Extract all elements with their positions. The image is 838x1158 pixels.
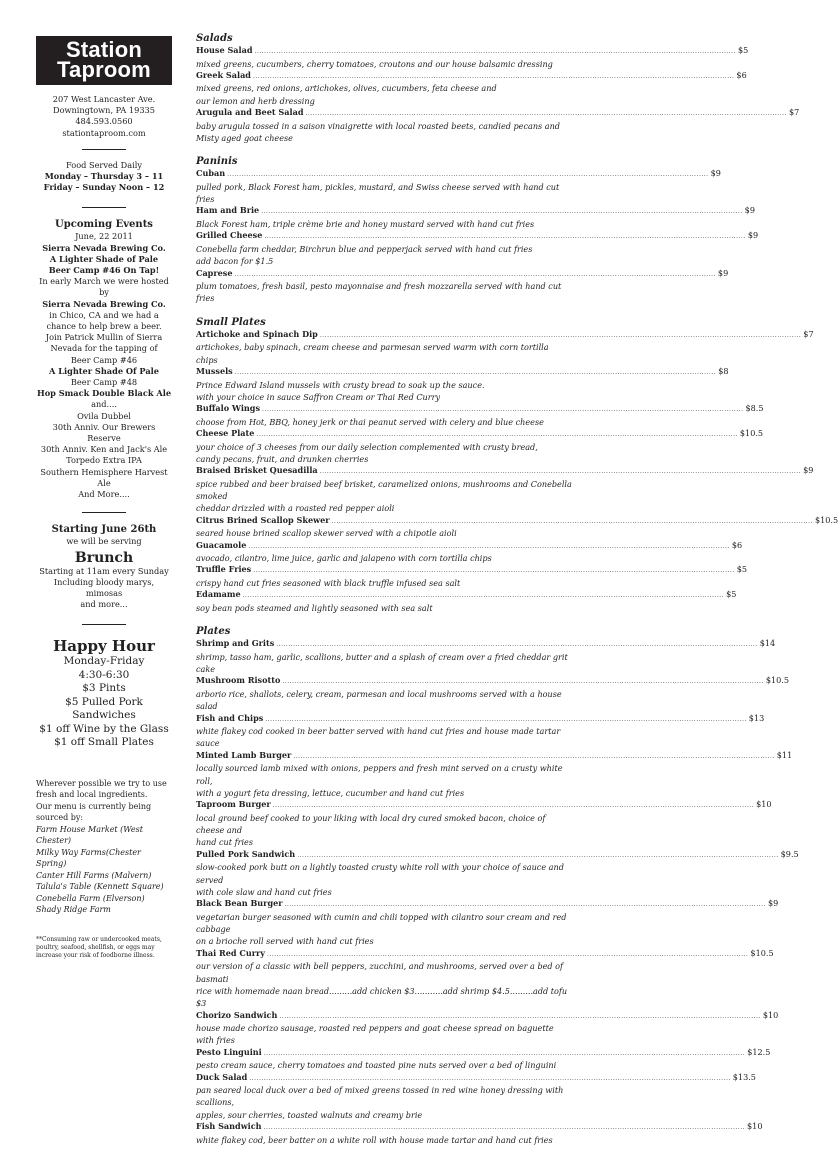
divider	[82, 149, 126, 150]
menu-main	[196, 33, 838, 1158]
item-price: $12.5	[747, 1046, 771, 1057]
item-price: $9	[803, 465, 814, 476]
dot-leader: ........................................................................................................................................................................................................	[234, 368, 717, 376]
brunch-intro: Starting June 26th	[51, 524, 157, 536]
item-name: Thai Red Curry	[196, 947, 265, 958]
event-line: Beer Camp #46	[70, 354, 138, 365]
farm-name: Milky Way Farms(Chester Spring)	[36, 847, 141, 869]
item-name: House Salad	[196, 45, 253, 55]
event-line: In early March we were hosted by	[39, 276, 169, 298]
item-description: Misty aged goat cheese	[196, 132, 293, 143]
farm-name: Conebella Farm (Elverson)	[36, 893, 145, 903]
event-line: Beer Camp #46 On Tap!	[48, 265, 160, 276]
happy-hour-line: $3 Pints	[82, 682, 126, 695]
footnote: **Consuming raw or undercooked meats, poultry, seafood, shellfish, or eggs may increase your risk of foodborne illness.	[36, 935, 162, 959]
dot-leader: ........................................................................................................................................................................................................	[319, 331, 802, 339]
dot-leader: ........................................................................................................................................................................................................	[249, 1074, 731, 1082]
item-name: Taproom Burger	[196, 799, 271, 810]
event-line: Southern Hemisphere Harvest Ale	[40, 466, 168, 488]
phone: 484.593.0560	[75, 116, 133, 127]
item-description: spice rubbed and beer braised beef brisket, caramelized onions, mushrooms and Conebella smoked	[196, 478, 572, 502]
happy-hour-line: 4:30-6:30	[78, 668, 130, 681]
item-price: $5	[737, 45, 749, 55]
item-price: $5	[726, 589, 737, 600]
brunch-line: and more...	[80, 599, 128, 610]
item-description: with cole slaw and hand cut fries	[196, 886, 332, 897]
dot-leader: ........................................................................................................................................................................................................	[263, 1049, 746, 1057]
item-description: artichokes, baby spinach, cream cheese and parmesan served warm with corn tortilla chips	[196, 342, 549, 365]
item-name: Citrus Brined Scallop Skewer	[196, 514, 330, 525]
menu-item	[196, 712, 765, 726]
item-price: $10	[756, 799, 772, 810]
menu-section	[196, 626, 799, 1146]
dot-leader: ........................................................................................................................................................................................................	[266, 950, 749, 958]
dot-leader: ........................................................................................................................................................................................................	[331, 517, 813, 525]
item-description: avocado, cilantro, lime juice, garlic and jalapeno with corn tortilla chips	[196, 553, 492, 564]
item-price: $9	[747, 230, 759, 241]
menu-item	[196, 947, 774, 961]
event-line: Beer Camp #48	[70, 377, 138, 388]
city: Downingtown, PA 19335	[53, 105, 155, 116]
item-name: Buffalo Wings	[196, 403, 261, 414]
sourcing-line: Our menu is currently being	[36, 801, 152, 811]
item-description: cheddar drizzled with a roasted red pepper aioli	[196, 503, 395, 514]
menu-item	[196, 403, 764, 416]
dot-leader: ........................................................................................................................................................................................................	[272, 802, 755, 810]
item-name: Cheese Plate	[196, 427, 255, 438]
farm-name: Farm House Market (West Chester)	[36, 824, 143, 846]
menu-item	[196, 1046, 771, 1060]
item-description: your choice of 3 cheeses from our daily selection complemented with crusty bread,	[196, 441, 538, 452]
section-title: Salads	[196, 33, 233, 44]
item-price: $9	[710, 168, 721, 179]
happy-hour-line: $1 off Wine by the Glass	[39, 722, 169, 735]
address: 207 West Lancaster Ave.	[52, 94, 156, 104]
menu-item	[196, 638, 776, 651]
item-description: our lemon and herb dressing	[196, 95, 315, 106]
menu-item	[196, 589, 737, 602]
item-description: arborio rice, shallots, celery, cream, parmesan and local mushrooms served with a house salad	[196, 689, 562, 712]
event-line: 30th Anniv. Our Brewers Reserve	[52, 421, 156, 444]
item-name: Artichoke and Spinach Dip	[196, 328, 318, 339]
item-name: Arugula and Beet Salad	[196, 107, 304, 118]
item-name: Fish Sandwich	[196, 1121, 262, 1132]
sidebar	[36, 36, 172, 960]
event-line: Sierra Nevada Brewing Co.	[42, 298, 166, 309]
item-name: Grilled Cheese	[196, 230, 263, 241]
item-price: $10.5	[814, 514, 838, 525]
event-line: Hop Smack Double Black Ale	[36, 388, 172, 399]
event-line: Ovila Dubbel	[77, 410, 131, 421]
menu-item	[196, 205, 755, 218]
item-price: $9	[717, 267, 729, 278]
item-description: apples, sour cherries, toasted walnuts and creamy brie	[196, 1109, 423, 1120]
dot-leader: ........................................................................................................................................................................................................	[319, 468, 802, 476]
dot-leader: ........................................................................................................................................................................................................	[305, 110, 787, 118]
happy-hour-line: $5 Pulled Pork Sandwiches	[65, 695, 143, 722]
event-line: And More....	[78, 489, 130, 500]
sourcing-lines	[36, 778, 172, 824]
event-line: Torpedo Extra IPA	[66, 455, 142, 466]
menu-item	[196, 514, 838, 528]
event-line: Sierra Nevada Brewing Co.	[42, 242, 166, 253]
hours-title: Food Served Daily	[66, 159, 142, 170]
dot-leader: ........................................................................................................................................................................................................	[252, 72, 735, 80]
menu-section	[196, 156, 759, 304]
event-line: Nevada for the tapping of	[50, 343, 158, 354]
item-description: vegetarian burger seasoned with cumin and chili topped with cilantro sour cream and red cabbage	[196, 911, 567, 935]
item-name: Greek Salad	[196, 69, 251, 80]
menu-item	[196, 1009, 779, 1023]
logo	[36, 36, 172, 85]
item-name: Mushroom Risotto	[196, 675, 281, 686]
brunch-sub: we will be serving	[66, 536, 142, 547]
item-description: our version of a classic with bell peppers, zucchini, and mushrooms, served over a bed of basmati	[196, 961, 564, 984]
dot-leader: ........................................................................................................................................................................................................	[282, 678, 764, 686]
item-name: Shrimp and Grits	[196, 638, 275, 649]
menu-item	[196, 45, 749, 58]
menu-item	[196, 848, 799, 862]
item-price: $6	[731, 539, 743, 550]
menu-item	[196, 1071, 756, 1085]
item-description: seared house brined scallop skewer served with a chipotle aioli	[196, 528, 457, 539]
item-description: with a yogurt feta dressing, lettuce, cucumber and hand cut fries	[196, 787, 465, 798]
hours	[36, 160, 172, 194]
item-description: white flakey cod, beer batter on a white roll with house made tartar and hand cut fries	[196, 1134, 553, 1145]
menu-item	[196, 799, 772, 812]
logo-line-1: Station	[66, 37, 142, 62]
item-price: $9	[744, 205, 755, 216]
event-line: A Lighter Shade Of Pale	[49, 365, 159, 376]
item-description: rice with homemade naan bread.........add chicken $3...........add shrimp $4.5.........add tofu $3	[196, 985, 568, 1009]
item-price: $14	[759, 638, 776, 649]
item-name: Fish and Chips	[196, 712, 264, 723]
item-name: Braised Brisket Quesadilla	[196, 465, 318, 476]
dot-leader: ........................................................................................................................................................................................................	[263, 1124, 746, 1132]
item-description: soy bean pods steamed and lightly seasoned with sea salt	[196, 602, 433, 613]
happy-hour-list	[36, 655, 172, 750]
item-price: $7	[788, 107, 800, 118]
dot-leader: ........................................................................................................................................................................................................	[293, 752, 775, 760]
farm-list	[36, 824, 172, 916]
menu-item	[196, 328, 814, 342]
item-name: Ham and Brie	[196, 205, 260, 216]
dot-leader: ........................................................................................................................................................................................................	[254, 48, 736, 55]
item-name: Caprese	[196, 267, 233, 278]
dot-leader: ........................................................................................................................................................................................................	[261, 208, 743, 216]
item-description: with your choice in sauce Saffron Cream or Thai Red Curry	[196, 391, 441, 402]
menu-item	[196, 427, 764, 441]
menu-item	[196, 1121, 763, 1134]
menu-item	[196, 69, 747, 83]
item-price: $10	[762, 1009, 779, 1020]
item-price: $9.5	[780, 848, 799, 859]
item-price: $10	[747, 1121, 763, 1132]
menu-item	[196, 107, 800, 120]
menu-section	[196, 33, 800, 144]
menu-section	[196, 316, 838, 615]
menu-item	[196, 749, 793, 763]
item-description: pesto cream sauce, cherry tomatoes and toasted pine nuts served over a bed of linguini	[196, 1060, 557, 1071]
sourcing-line: Wherever possible we try to use	[36, 778, 167, 788]
menu-item	[196, 230, 759, 243]
dot-leader: ........................................................................................................................................................................................................	[264, 233, 746, 241]
item-price: $5	[736, 564, 748, 575]
item-price: $10.5	[750, 947, 774, 958]
section-title: Plates	[196, 626, 231, 638]
happy-hour-title: Happy Hour	[53, 637, 155, 656]
item-description: pulled pork, Black Forest ham, pickles, mustard, and Swiss cheese served with hand cut fries	[196, 181, 560, 205]
item-name: Guacamole	[196, 539, 247, 550]
divider	[82, 207, 126, 208]
item-price: $13	[748, 712, 765, 723]
item-name: Edamame	[196, 589, 241, 600]
item-description: Conebella farm cheddar, Birchrun blue and pepperjack served with hand cut fries	[196, 243, 533, 254]
event-line: chance to help brew a beer.	[46, 321, 162, 332]
item-name: Truffle Fries	[196, 564, 252, 575]
events-title: Upcoming Events	[55, 219, 153, 231]
dot-leader: ........................................................................................................................................................................................................	[242, 592, 725, 600]
item-price: $6	[736, 69, 747, 80]
item-description: Black Forest ham, triple crème brie and honey mustard served with hand cut fries	[196, 219, 535, 230]
item-name: Duck Salad	[196, 1071, 248, 1082]
brunch-line: Including bloody marys, mimosas	[53, 576, 155, 598]
dot-leader: ........................................................................................................................................................................................................	[256, 430, 738, 438]
item-price: $10.5	[739, 427, 764, 438]
item-description: choose from Hot, BBQ, honey jerk or thai peanut served with celery and blue cheese	[196, 416, 544, 427]
item-name: Pulled Pork Sandwich	[196, 848, 296, 859]
logo-line-2: Taproom	[57, 57, 151, 82]
item-description: add bacon for $1.5	[196, 256, 274, 267]
event-line: and....	[91, 399, 117, 410]
menu-item	[196, 675, 789, 688]
dot-leader: ........................................................................................................................................................................................................	[265, 715, 747, 723]
item-description: Prince Edward Island mussels with crusty bread to soak up the sauce.	[196, 379, 485, 390]
brunch-title: Brunch	[74, 549, 134, 566]
item-name: Cuban	[196, 168, 226, 179]
item-description: house made chorizo sausage, roasted red peppers and goat cheese spread on baguette with fries	[196, 1023, 554, 1046]
dot-leader: ........................................................................................................................................................................................................	[253, 567, 735, 575]
menu-item	[196, 465, 814, 478]
item-name: Minted Lamb Burger	[196, 749, 292, 760]
dot-leader: ........................................................................................................................................................................................................	[276, 641, 758, 649]
dot-leader: ........................................................................................................................................................................................................	[234, 270, 716, 278]
happy-hour-line: Monday-Friday	[63, 655, 145, 668]
item-price: $11	[776, 749, 793, 760]
events-list	[36, 231, 172, 500]
item-description: baby arugula tossed in a saison vinaigrette with local roasted beets, candied pecans and	[196, 120, 560, 131]
hours-weekday: Monday – Thursday 3 – 11	[44, 171, 164, 182]
section-title: Small Plates	[196, 316, 266, 328]
item-description: shrimp, tasso ham, garlic, scallions, butter and a splash of cream over a fried cheddar grit cake	[196, 651, 568, 675]
sourcing-line: sourced by:	[36, 813, 84, 823]
farm-name: Shady Ridge Farm	[36, 905, 111, 915]
item-price: $10.5	[765, 675, 789, 686]
item-description: candy pecans, fruit, and drunken cherries	[196, 453, 369, 464]
item-description: mixed greens, cucumbers, cherry tomatoes, croutons and our house balsamic dressing	[196, 58, 553, 69]
item-name: Pesto Linguini	[196, 1046, 262, 1057]
farm-name: Canter Hill Farms (Malvern)	[36, 870, 152, 880]
item-price: $7	[803, 328, 814, 339]
contact-info	[36, 94, 172, 139]
item-description: hand cut fries	[196, 837, 253, 848]
event-line: 30th Anniv. Ken and Jack's Ale	[40, 444, 168, 455]
events	[36, 218, 172, 500]
item-description: slow-cooked pork butt on a lightly toasted crusty white roll with your choice of sauce and served	[196, 862, 564, 885]
sourcing-note	[36, 778, 172, 916]
sourcing-line: fresh and local ingredients.	[36, 790, 148, 800]
hours-weekend: Friday – Sunday Noon – 12	[43, 182, 165, 193]
item-price: $8	[718, 365, 729, 376]
item-description: white flakey cod cooked in beer batter served with hand cut fries and house made tartar sauce	[196, 726, 561, 749]
menu-item	[196, 539, 743, 553]
dot-leader: ........................................................................................................................................................................................................	[297, 851, 779, 859]
dot-leader: ........................................................................................................................................................................................................	[248, 542, 730, 550]
event-line: A Lighter Shade of Pale	[49, 253, 159, 264]
event-line: June, 22 2011	[75, 231, 133, 242]
item-description: crispy hand cut fries seasoned with black truffle infused sea salt	[196, 578, 461, 589]
event-line: in Chico, CA and we had a	[49, 309, 159, 320]
brunch-line: Starting at 11am every Sunday	[39, 565, 169, 576]
item-price: $9	[767, 898, 779, 909]
happy-hour-line: $1 off Small Plates	[54, 736, 154, 749]
item-price: $8.5	[745, 403, 764, 414]
item-description: pan seared local duck over a bed of mixed greens tossed in red wine honey dressing with scallions,	[196, 1085, 564, 1108]
dot-leader: ........................................................................................................................................................................................................	[227, 171, 709, 179]
dot-leader: ........................................................................................................................................................................................................	[284, 901, 766, 909]
dot-leader: ........................................................................................................................................................................................................	[279, 1012, 761, 1020]
dot-leader: ........................................................................................................................................................................................................	[262, 406, 744, 414]
item-description: locally sourced lamb mixed with onions, peppers and fresh mint served on a crusty white roll,	[196, 763, 563, 786]
menu-item	[196, 365, 729, 379]
menu-item	[196, 898, 779, 911]
divider	[82, 512, 126, 513]
happy-hour	[36, 637, 172, 750]
item-description: mixed greens, red onions, artichokes, olives, cucumbers, feta cheese and	[196, 83, 497, 94]
item-price: $13.5	[732, 1071, 756, 1082]
brunch	[36, 523, 172, 610]
item-description: on a brioche roll served with hand cut fries	[196, 936, 374, 947]
event-line: Join Patrick Mullin of Sierra	[45, 332, 163, 343]
section-title: Paninis	[196, 156, 238, 168]
item-description: plum tomatoes, fresh basil, pesto mayonnaise and fresh mozzarella served with hand cut fries	[196, 281, 562, 304]
menu-item	[196, 168, 721, 181]
divider	[82, 624, 126, 625]
item-name: Mussels	[196, 365, 233, 376]
farm-name: Talula's Table (Kennett Square)	[36, 882, 164, 892]
item-name: Black Bean Burger	[196, 898, 283, 909]
item-name: Chorizo Sandwich	[196, 1009, 278, 1020]
website: stationtaproom.com	[62, 127, 146, 138]
item-description: local ground beef cooked to your liking with local dry cured smoked bacon, choice of cheese and	[196, 812, 546, 836]
menu-item	[196, 267, 729, 281]
menu-item	[196, 564, 748, 577]
